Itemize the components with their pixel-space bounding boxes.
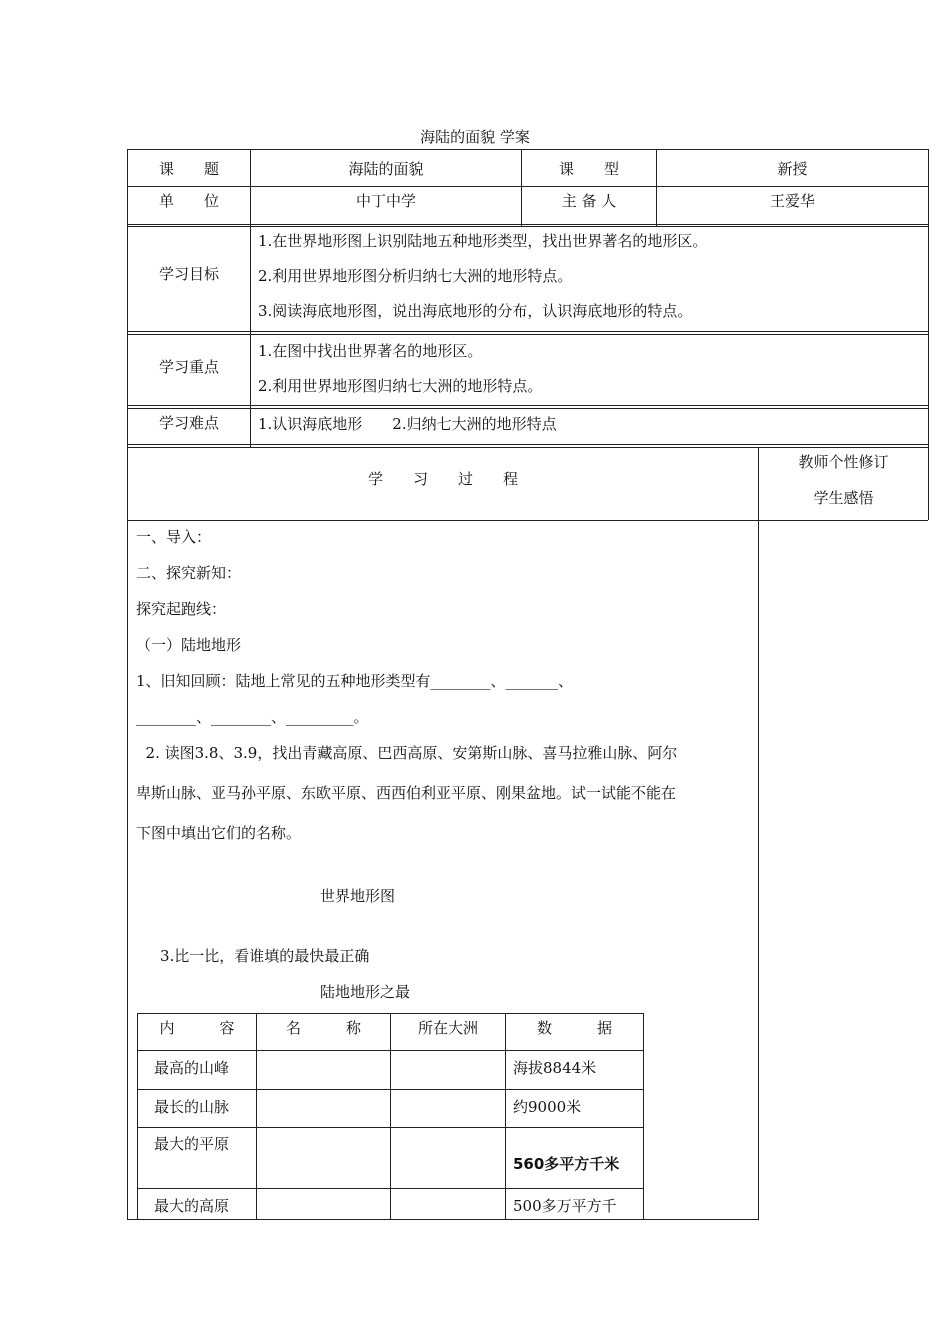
section-start: 探究起跑线：: [136, 600, 227, 618]
map-caption: 世界地形图: [320, 887, 396, 905]
process-heading: 学 习 过 程: [367, 469, 518, 488]
goal-item: 2.利用世界地形图分析归纳七大洲的地形特点。: [258, 267, 573, 285]
row-content: 最高的山峰: [154, 1059, 230, 1077]
reading-question-end: 下图中填出它们的名称。: [136, 824, 302, 842]
col-header-data: 数 据: [536, 1018, 612, 1037]
focus-item: 2.利用世界地形图归纳七大洲的地形特点。: [258, 377, 543, 395]
difficulty-text: 1.认识海底地形 2.归纳七大洲的地形特点: [258, 415, 557, 433]
preparer-label: 主 备 人: [561, 191, 617, 210]
goal-item: 3.阅读海底地形图，说出海底地形的分布，认识海底地形的特点。: [258, 302, 693, 320]
goal-item: 1.在世界地形图上识别陆地五种地形类型，找出世界著名的地形区。: [258, 232, 708, 250]
records-table-title: 陆地地形之最: [320, 983, 411, 1001]
row-data: 约9000米: [513, 1098, 582, 1116]
section-explore: 二、探究新知：: [136, 564, 242, 582]
row-content: 最长的山脉: [154, 1098, 230, 1116]
difficulty-label: 学习难点: [158, 413, 219, 432]
row-data: 560多平方千米: [513, 1155, 620, 1173]
goals-label: 学习目标: [158, 264, 219, 283]
row-data: 海拔8844米: [513, 1059, 597, 1077]
row-content: 最大的平原: [154, 1135, 230, 1153]
document-title: 海陆的面貌 学案: [420, 128, 530, 146]
row-data: 500多万平方千: [513, 1197, 617, 1215]
student-reflection-label: 学生感悟: [813, 488, 874, 507]
type-label: 课 型: [558, 159, 619, 178]
preparer-value: 王爱华: [769, 191, 815, 210]
topic-label: 课 题: [158, 159, 219, 178]
row-content: 最大的高原: [154, 1197, 230, 1215]
reading-question-cont: 卑斯山脉、亚马孙平原、东欧平原、西西伯利亚平原、刚果盆地。试一试能不能在: [136, 784, 677, 802]
unit-label: 单 位: [158, 191, 219, 210]
col-header-name: 名 称: [285, 1018, 361, 1037]
compare-instruction: 3.比一比，看谁填的最快最正确: [160, 947, 370, 965]
review-question-cont: ________、________、_________。: [136, 708, 369, 726]
type-value: 新授: [777, 159, 808, 178]
focus-item: 1.在图中找出世界著名的地形区。: [258, 342, 483, 360]
focus-label: 学习重点: [158, 357, 219, 376]
review-question: 1、旧知回顾：陆地上常见的五种地形类型有________、_______、: [136, 672, 574, 690]
topic-value: 海陆的面貌: [348, 159, 424, 178]
section-intro: 一、导入：: [136, 528, 212, 546]
teacher-revision-label: 教师个性修订: [798, 452, 889, 471]
reading-question: 2. 读图3.8、3.9，找出青藏高原、巴西高原、安第斯山脉、喜马拉雅山脉、阿尔: [136, 744, 678, 762]
col-header-continent: 所在大洲: [417, 1018, 478, 1037]
unit-value: 中丁中学: [355, 191, 416, 210]
col-header-content: 内 容: [159, 1018, 235, 1037]
section-land-terrain: （一）陆地地形: [136, 636, 242, 654]
